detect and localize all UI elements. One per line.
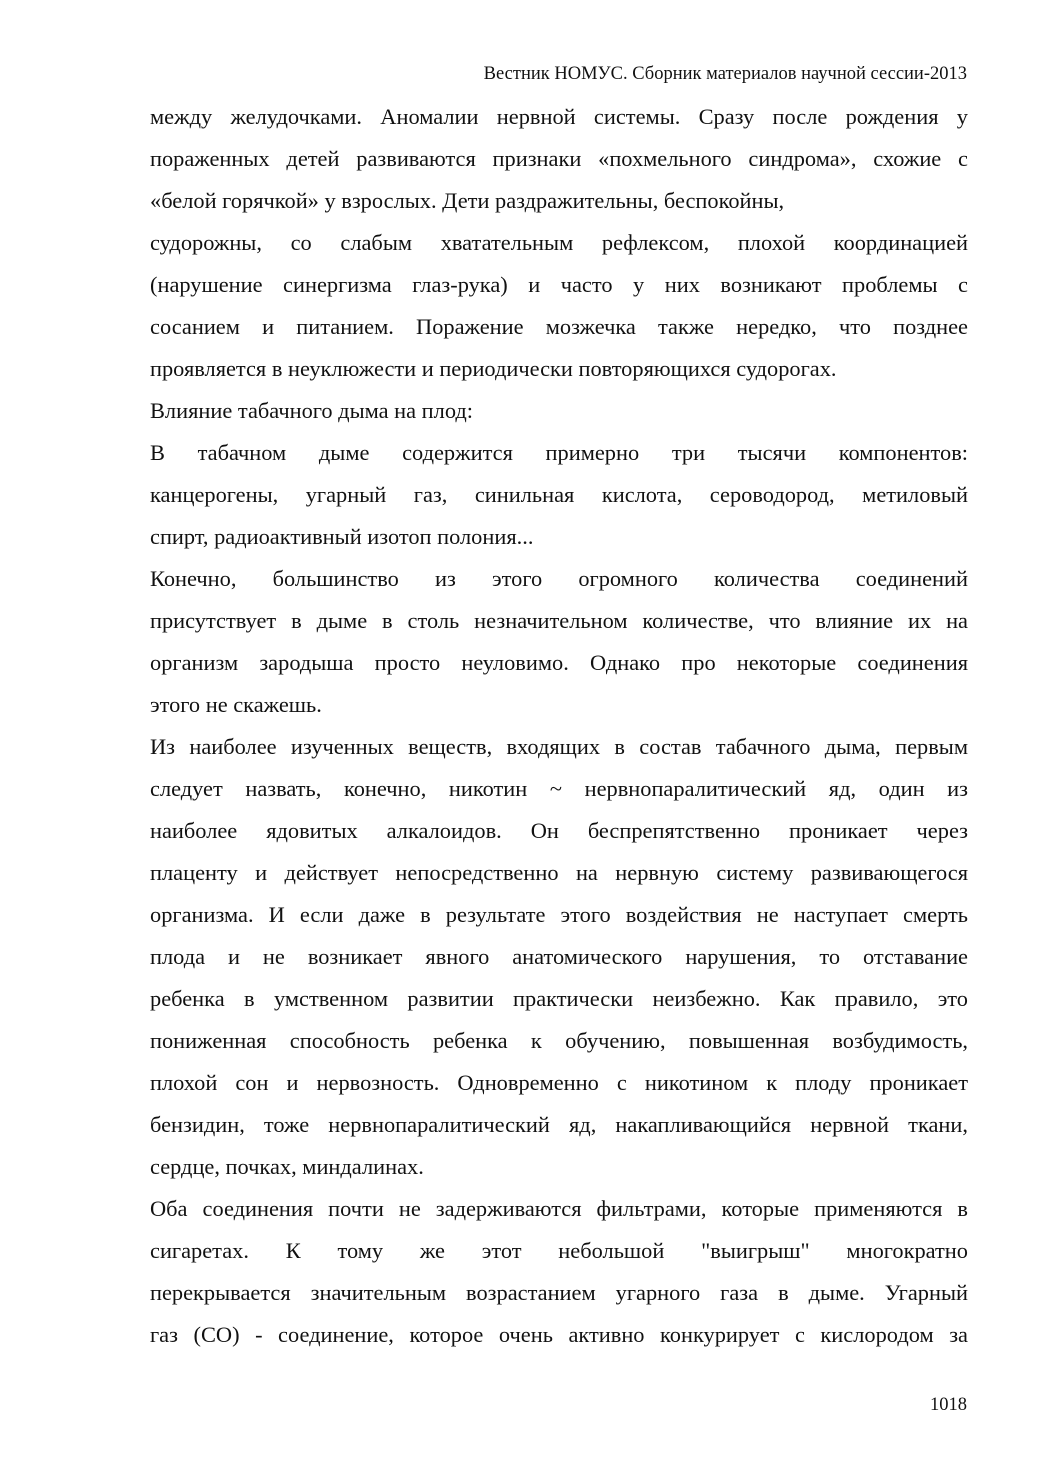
text-line: Конечно, большинство из этого огромного количества соединений — [150, 566, 968, 591]
text-line: этого не скажешь. — [150, 692, 322, 717]
text-line: (нарушение синергизма глаз-рука) и часто у них возникают проблемы с — [150, 272, 968, 297]
text-line: между желудочками. Аномалии нервной системы. Сразу после рождения у — [150, 104, 968, 129]
text-line: плода и не возникает явного анатомического нарушения, то отставание — [150, 944, 968, 969]
text-line: В табачном дыме содержится примерно три тысячи компонентов: — [150, 440, 968, 465]
text-line: организма. И если даже в результате этого воздействия не наступает смерть — [150, 902, 968, 927]
page-number: 1018 — [930, 1395, 967, 1415]
text-line: судорожны, со слабым хватательным рефлексом, плохой координацией — [150, 230, 968, 255]
text-line: пониженная способность ребенка к обучению, повышенная возбудимость, — [150, 1028, 968, 1053]
text-line: газ (СО) - соединение, которое очень активно конкурирует с кислородом за — [150, 1322, 968, 1347]
text-line: плохой сон и нервозность. Одновременно с никотином к плоду проникает — [150, 1070, 968, 1095]
text-line: наиболее ядовитых алкалоидов. Он беспрепятственно проникает через — [150, 818, 968, 843]
text-line: проявляется в неуклюжести и периодически повторяющихся судорогах. — [150, 356, 837, 381]
text-line: присутствует в дыме в столь незначительном количестве, что влияние их на — [150, 608, 968, 633]
running-header: Вестник НОМУС. Сборник материалов научной сессии-2013 — [483, 64, 967, 84]
text-line: ребенка в умственном развитии практически неизбежно. Как правило, это — [150, 986, 968, 1011]
text-line: сигаретах. К тому же этот небольшой "выигрыш" многократно — [150, 1238, 968, 1263]
text-line: сосанием и питанием. Поражение мозжечка также нередко, что позднее — [150, 314, 968, 339]
text-line: бензидин, тоже нервнопаралитический яд, накапливающийся нервной ткани, — [150, 1112, 968, 1137]
text-line: канцерогены, угарный газ, синильная кислота, сероводород, метиловый — [150, 482, 968, 507]
text-line: сердце, почках, миндалинах. — [150, 1154, 424, 1179]
text-line: пораженных детей развиваются признаки «похмельного синдрома», схожие с — [150, 146, 968, 171]
text-line: перекрывается значительным возрастанием угарного газа в дыме. Угарный — [150, 1280, 968, 1305]
text-line: Из наиболее изученных веществ, входящих в состав табачного дыма, первым — [150, 734, 968, 759]
text-line: «белой горячкой» у взрослых. Дети раздражительны, беспокойны, — [150, 188, 785, 213]
body-text — [150, 96, 968, 1356]
text-line: спирт, радиоактивный изотоп полония... — [150, 524, 534, 549]
text-line: плаценту и действует непосредственно на нервную систему развивающегося — [150, 860, 968, 885]
text-line: организм зародыша просто неуловимо. Однако про некоторые соединения — [150, 650, 968, 675]
text-line: Оба соединения почти не задерживаются фильтрами, которые применяются в — [150, 1196, 968, 1221]
text-line: Влияние табачного дыма на плод: — [150, 398, 474, 423]
text-line: следует назвать, конечно, никотин ~ нервнопаралитический яд, один из — [150, 776, 968, 801]
